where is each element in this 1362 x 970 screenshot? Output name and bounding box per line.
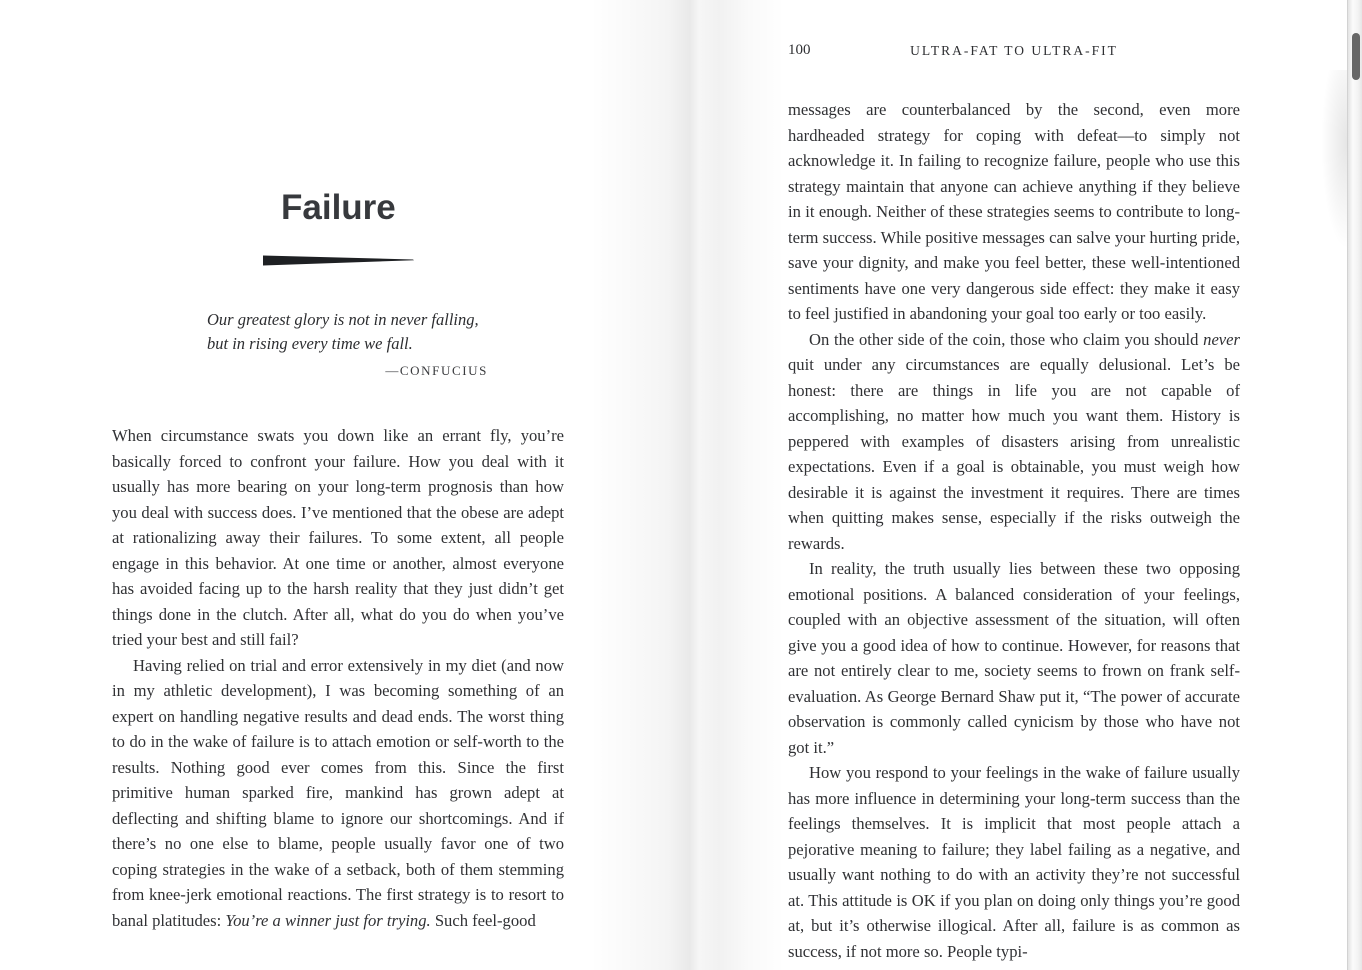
page-gutter-shadow	[590, 0, 785, 970]
paragraph: In reality, the truth usually lies between these two opposing emotional positions. A balanced consideration of your feelings, coupled with an objective assessment of the situation, will often give you a good idea of how to continue. However, for reasons that are not entirely clear to me, society seems to frown on frank self-evaluation. As George Bernard Shaw put it, “The power of accurate observation is commonly called cynicism by those who have not got it.”	[788, 559, 1240, 757]
running-header: ULTRA-FAT TO ULTRA-FIT	[910, 43, 1118, 58]
epigraph-attribution: —CONFUCIUS	[385, 363, 488, 378]
paragraph: When circumstance swats you down like an errant fly, you’re basically forced to confront your failure. How you deal with it usually has more bearing on your long-term prognosis than how you deal with success does. I’ve mentioned that the obese are adept at rationalizing away their failures. To some extent, all people engage in this behavior. At one time or another, almost everyone has avoided facing up to the harsh reality that they just didn’t get things done in the clutch. After all, what do you do when you’ve tried your best and still fail?	[112, 426, 564, 649]
paragraph-text: quit under any circumstances are equally delusional. Let’s be honest: there are things in life you are not capable of accomplishing, no matter how much you want them. History is peppered with examples of disasters arising from unrealistic expectations. Even if a goal is obtainable, you must weigh how desirable it is against the investment it requires. There are times when quitting makes sense, especially if the risks outweigh the rewards.	[788, 355, 1240, 553]
chapter-title-swoosh-icon	[263, 253, 415, 270]
running-head-row	[788, 42, 1240, 60]
paragraph-italic-text: never	[1203, 329, 1240, 349]
epigraph-line: but in rising every time we fall.	[207, 334, 413, 353]
chapter-title: Failure	[281, 188, 396, 227]
page-edge-shadow	[1321, 70, 1347, 250]
left-page-body	[112, 423, 564, 933]
paragraph-text: On the other side of the coin, those who claim you should	[809, 329, 1204, 349]
right-page-body	[788, 97, 1240, 964]
paragraph	[788, 327, 1240, 557]
paragraph: messages are counterbalanced by the second, even more hardheaded strategy for coping with defeat—to simply not acknowledge it. In failing to recognize failure, people who use this strategy maintain that anyone can achieve anything if they believe in it enough. Neither of these strategies seems to contribute to long-term success. While positive messages can salve your hurting pride, save your dignity, and make you feel better, these well-intentioned sentiments have one very dangerous side effect: they make it easy to feel justified in abandoning your goal too early or too easily.	[788, 100, 1240, 323]
paragraph	[112, 653, 564, 934]
scrollbar-thumb[interactable]	[1352, 33, 1360, 80]
paragraph-italic-text: You’re a winner just for trying.	[225, 910, 431, 930]
epigraph	[207, 308, 488, 379]
paragraph-text: Having relied on trial and error extensively in my diet (and now in my athletic development), I was becoming something of an expert on handling negative results and dead ends. The worst thing to do in the wake of failure is to attach emotion or self-worth to the results. Nothing good ever comes from this. Since the first primitive human sparked fire, mankind has grown adept at deflecting and shifting blame to ignore our shortcomings. And if there’s no one else to blame, people usually favor one of two coping strategies in the wake of a setback, both of them stemming from knee-jerk emotional reactions. The first strategy is to resort to banal platitudes:	[112, 655, 564, 930]
scrollbar-track[interactable]	[1347, 0, 1362, 970]
epigraph-line: Our greatest glory is not in never falling,	[207, 310, 479, 329]
paragraph: How you respond to your feelings in the wake of failure usually has more influence in determining your long-term success than the feelings themselves. It is implicit that most people attach a pejorative meaning to failure; they label failing as a negative, and usually want nothing to do with an activity they’re not successful at. This attitude is OK if you plan on doing only things you’re good at, but it’s otherwise illogical. After all, failure is as common as success, if not more so. People typi-	[788, 763, 1240, 961]
paragraph-text: Such feel-good	[430, 910, 536, 930]
page-number: 100	[788, 42, 811, 58]
